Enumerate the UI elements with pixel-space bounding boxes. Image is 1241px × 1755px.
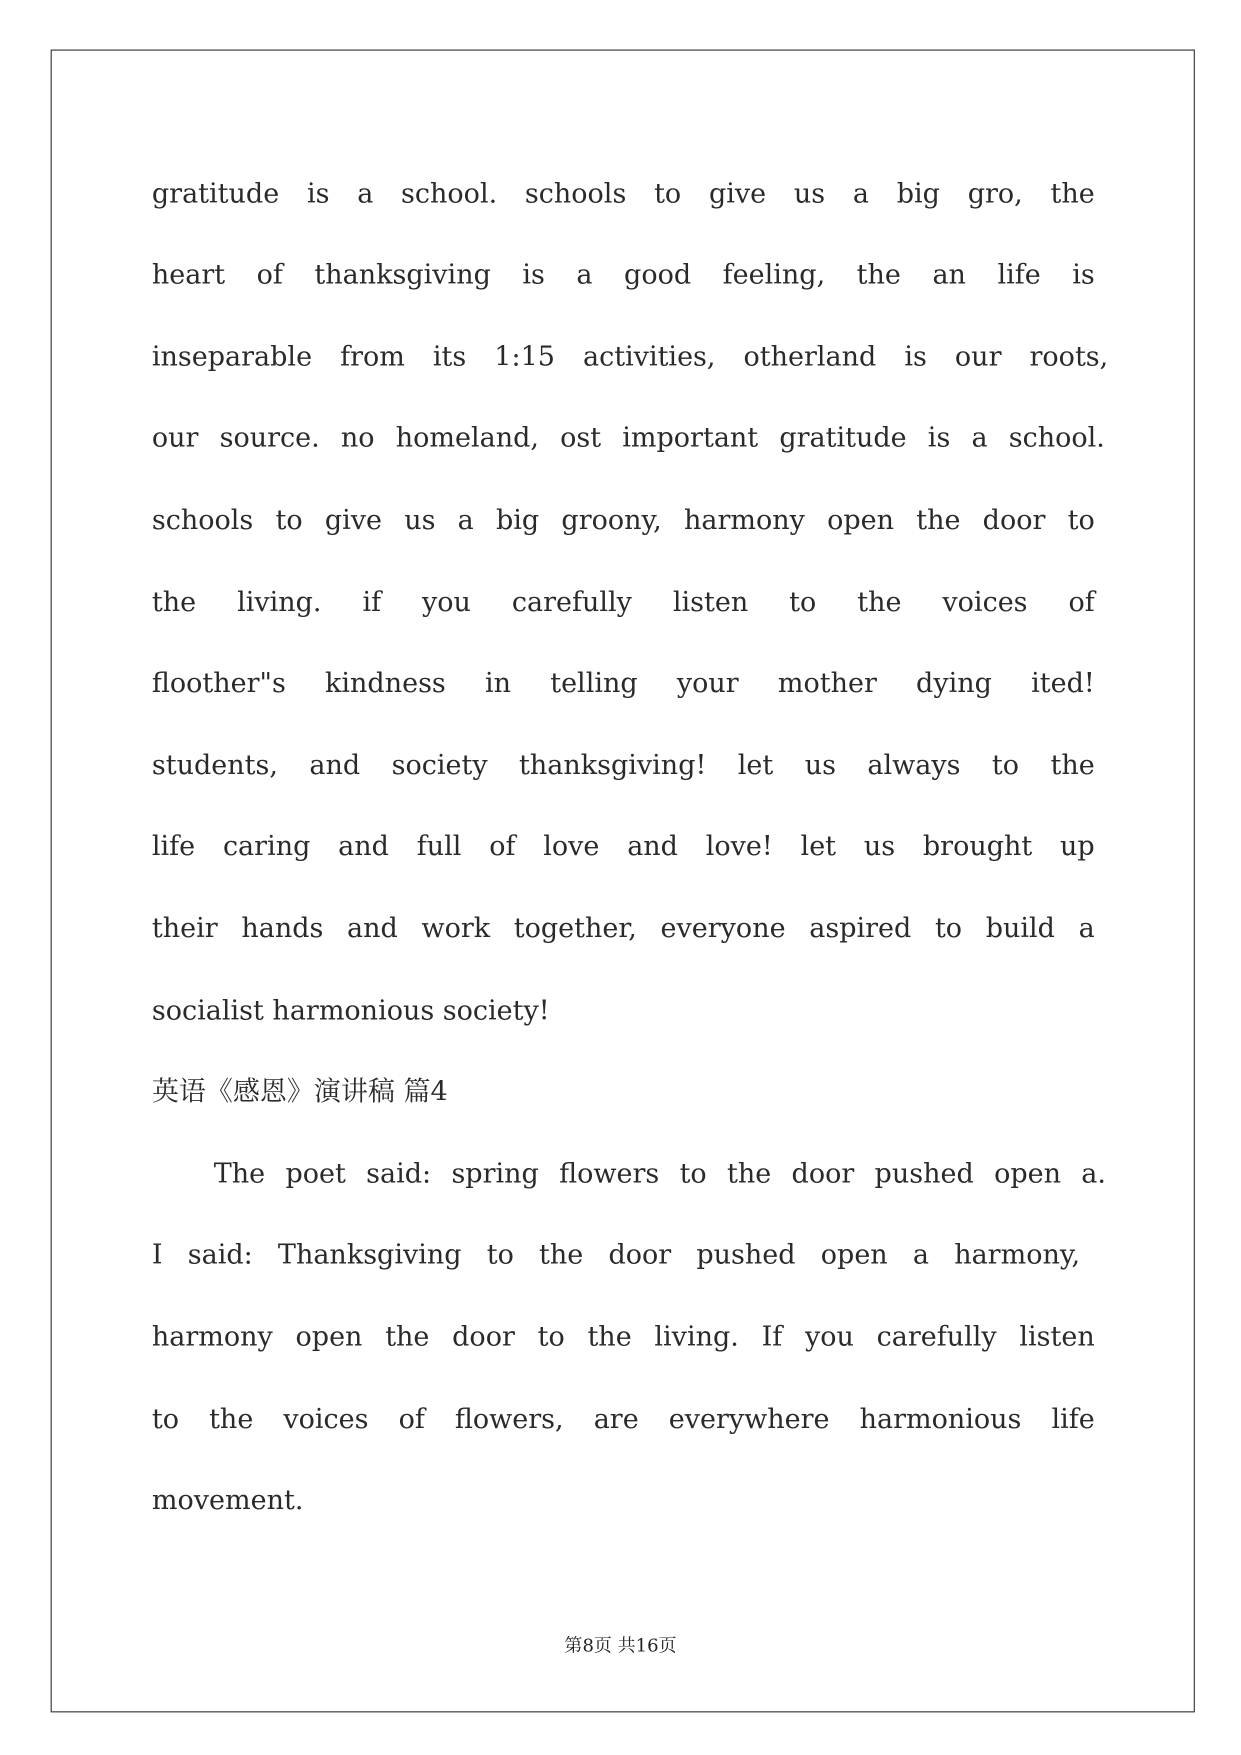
text-line: harmony open the door to the living. If you carefully listen bbox=[151, 1320, 1095, 1353]
text-line: our source. no homeland, ost important gratitude is a school. bbox=[151, 421, 1105, 454]
text-line: socialist harmonious society! bbox=[151, 994, 550, 1027]
text-line: floother"s kindness in telling your mother dying ited! bbox=[151, 667, 1095, 699]
text-line: gratitude is a school. schools to give us a big gro, the bbox=[151, 177, 1095, 210]
text-line: The poet said: spring flowers to the door pushed open a. bbox=[213, 1157, 1106, 1190]
text-line: inseparable from its 1:15 activities, otherland is our roots, bbox=[151, 340, 1109, 373]
text-line: movement. bbox=[151, 1484, 304, 1516]
text-line: students, and society thanksgiving! let us always to the bbox=[151, 749, 1095, 781]
section-heading: 英语《感恩》演讲稿 篇4 bbox=[151, 1075, 448, 1108]
page-border bbox=[51, 50, 1195, 1713]
text-line: to the voices of flowers, are everywhere harmonious life bbox=[151, 1403, 1095, 1435]
text-line: I said: Thanksgiving to the door pushed open a harmony, bbox=[151, 1238, 1081, 1271]
page-number-footer: 第8页 共16页 bbox=[564, 1634, 677, 1657]
text-line: their hands and work together, everyone aspired to build a bbox=[151, 912, 1095, 944]
text-line: life caring and full of love and love! let us brought up bbox=[151, 830, 1095, 862]
text-line: heart of thanksgiving is a good feeling, the an life is bbox=[151, 258, 1095, 291]
text-line: schools to give us a big groony, harmony open the door to bbox=[151, 504, 1095, 536]
text-line: the living. if you carefully listen to the voices of bbox=[151, 586, 1095, 618]
